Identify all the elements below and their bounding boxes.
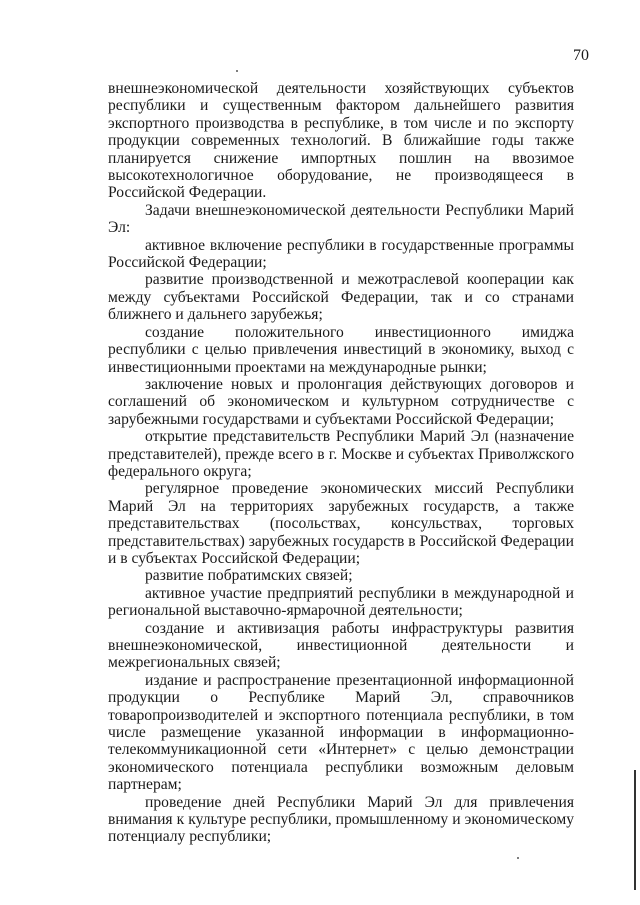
- document-body: [108, 80, 574, 846]
- list-item-twin-cities: развитие побратимских связей;: [145, 567, 353, 585]
- paragraph-intro-continuation: внешнеэкономической деятельности хозяйствующих субъектов республики и существенным фактором дальнейшего развития экспортного производства в республике, в том числе и по экспорту продукции современных технологий. В ближайшие годы также планируется снижение импортных пошлин на ввозимое высокотехнологичное оборудование, не производящееся в Российской Федерации.: [108, 80, 574, 202]
- list-item-presentation-materials: издание и распространение презентационной информационной продукции о Республике Марий Эл, справочников товаропроизводителей и экспортного потенциала республики, в том числе размещение указанной информации в информационно-телекоммуникационной сети «Интернет» с целью демонстрации экономического потенциала республики возможным деловым партнерам;: [108, 671, 574, 794]
- scan-speck: [236, 70, 238, 72]
- list-item-representations: открытие представительств Республики Марий Эл (назначение представителей), прежде всего в г. Москве и субъектах Приволжского федерального округа;: [108, 428, 574, 480]
- paragraph-tasks-heading: Задачи внешнеэкономической деятельности Республики Марий Эл:: [108, 201, 574, 237]
- list-item-agreements: заключение новых и пролонгация действующих договоров и соглашений об экономическом и культурном сотрудничестве с зарубежными государствами и субъектами Российской Федерации;: [108, 375, 574, 428]
- list-item-cooperation: развитие производственной и межотраслевой кооперации как между субъектами Российской Федерации, так и со странами ближнего и дальнего зарубежья;: [108, 271, 574, 324]
- scan-edge-mark: [634, 770, 636, 890]
- list-item-republic-days: проведение дней Республики Марий Эл для привлечения внимания к культуре республики, промышленному и экономическому потенциалу республики;: [108, 793, 574, 846]
- list-item-economic-missions: регулярное проведение экономических миссий Республики Марий Эл на территориях зарубежных государств, а также представительствах (посольствах, консульствах, торговых представительствах) зарубежных государств в Российской Федерации и в субъектах Российской Федерации;: [108, 480, 574, 567]
- page-number: 70: [573, 47, 589, 64]
- list-item-state-programs: активное включение республики в государственные программы Российской Федерации;: [108, 236, 574, 272]
- list-item-infrastructure: создание и активизация работы инфраструктуры развития внешнеэкономической, инвестиционной деятельности и межрегиональных связей;: [108, 619, 574, 672]
- list-item-investment-image: создание положительного инвестиционного имиджа республики с целью привлечения инвестиций в экономику, выход с инвестиционными проектами на международные рынки;: [108, 323, 574, 376]
- scan-speck: [517, 857, 519, 859]
- list-item-exhibitions: активное участие предприятий республики в международной и региональной выставочно-ярмарочной деятельности;: [108, 584, 574, 620]
